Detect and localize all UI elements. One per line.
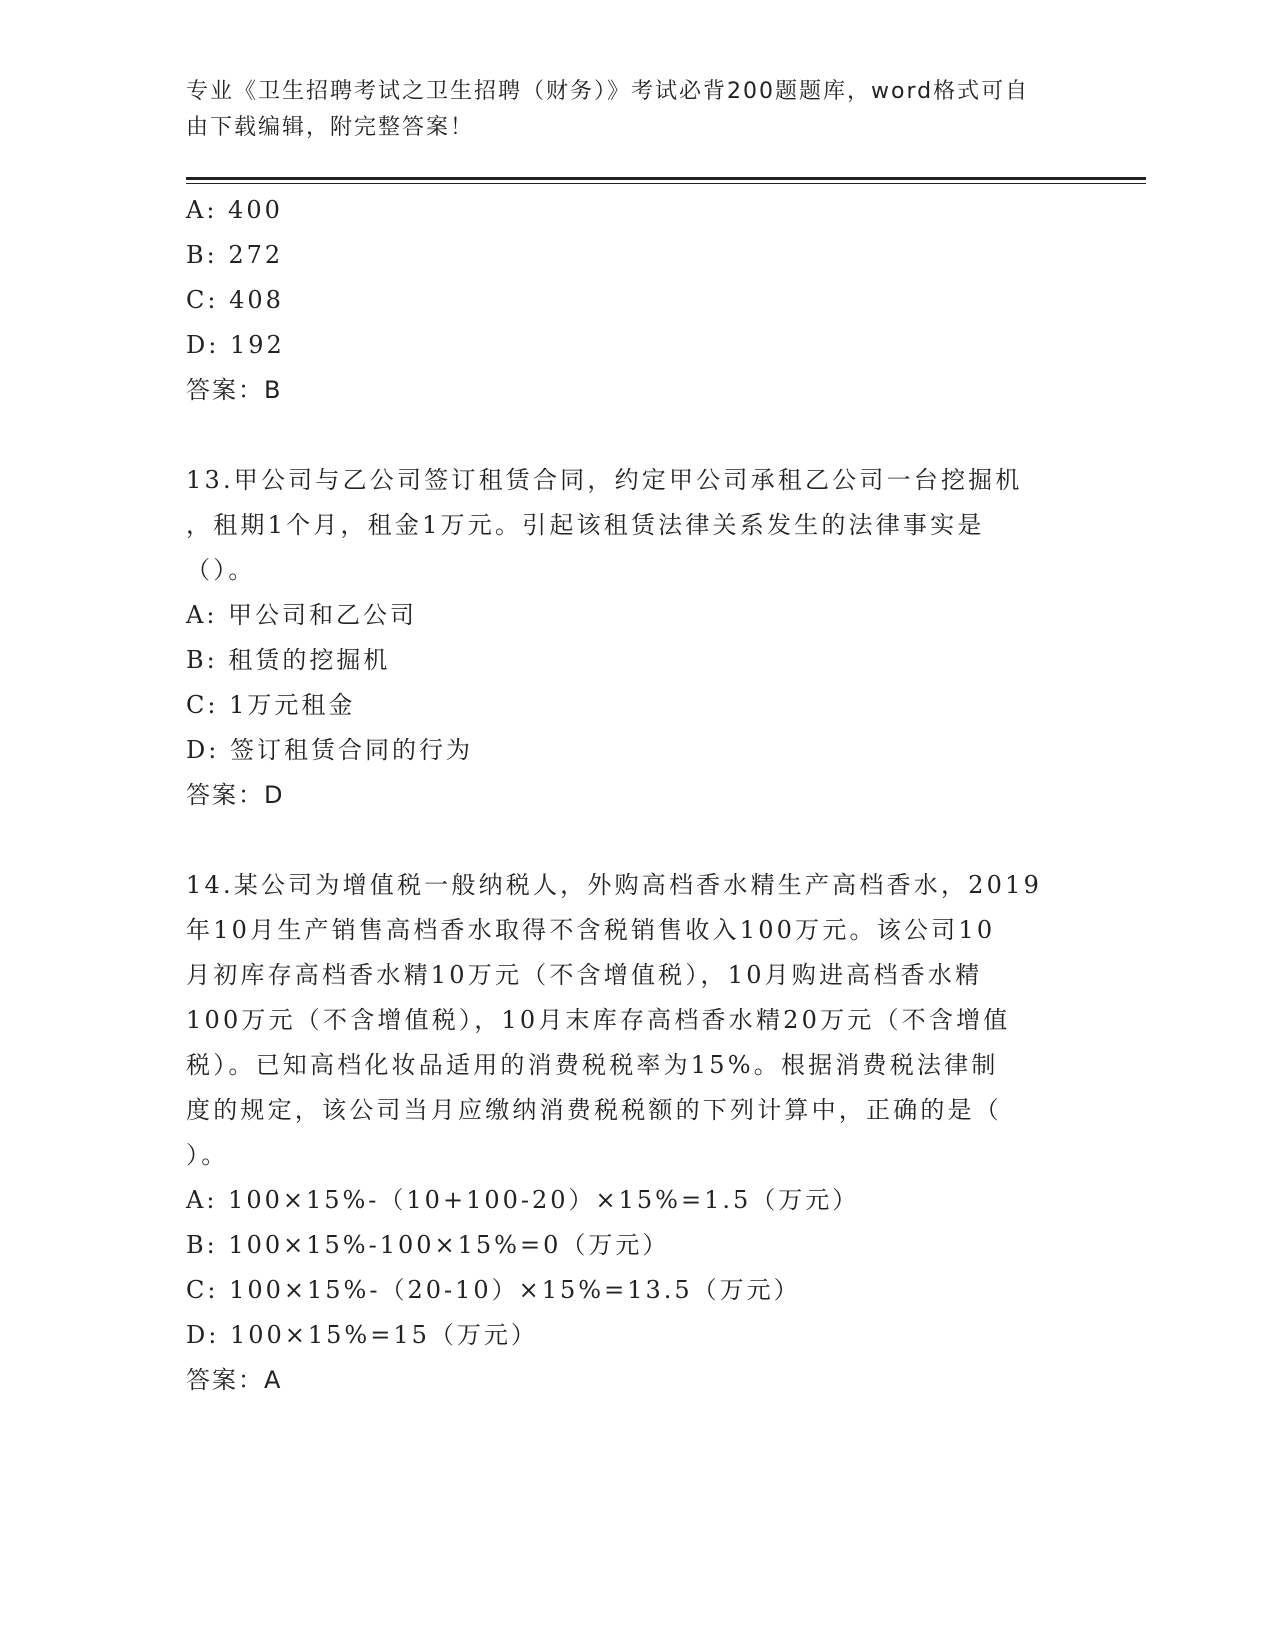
option-c: C: 1万元租金 <box>186 691 356 719</box>
header-line-2: 由下载编辑，附完整答案！ <box>186 115 475 140</box>
question-12-block <box>186 188 1076 413</box>
question-13-block <box>186 458 1076 818</box>
question-14-block <box>186 863 1076 1403</box>
document-body <box>186 188 1076 1403</box>
option-d: D: 签订租赁合同的行为 <box>186 736 473 764</box>
answer-line: 答案：A <box>186 1366 283 1394</box>
option-a: A: 甲公司和乙公司 <box>186 601 418 629</box>
document-header <box>186 74 1066 146</box>
header-divider-thin <box>186 183 1146 184</box>
question-stem-line: （）。 <box>186 556 256 584</box>
question-stem-line: 月初库存高档香水精10万元（不含增值税），10月购进高档香水精 <box>186 961 983 989</box>
option-d: D: 100×15%=15（万元） <box>186 1321 538 1349</box>
option-b: B: 272 <box>186 241 284 269</box>
question-14-stem <box>186 863 1076 1178</box>
question-stem-line: ，租期1个月，租金1万元。引起该租赁法律关系发生的法律事实是 <box>186 511 985 539</box>
question-stem-line: 13.甲公司与乙公司签订租赁合同，约定甲公司承租乙公司一台挖掘机 <box>186 466 1023 494</box>
option-a: A: 400 <box>186 196 283 224</box>
option-b: B: 100×15%-100×15%=0（万元） <box>186 1231 670 1259</box>
question-stem-line: 14.某公司为增值税一般纳税人，外购高档香水精生产高档香水，2019 <box>186 871 1043 899</box>
question-stem-line: 度的规定，该公司当月应缴纳消费税税额的下列计算中，正确的是（ <box>186 1096 1002 1124</box>
header-divider-thick <box>186 177 1146 180</box>
question-stem-line: 100万元（不含增值税），10月末库存高档香水精20万元（不含增值 <box>186 1006 1011 1034</box>
option-d: D: 192 <box>186 331 285 359</box>
question-stem-line: ）。 <box>186 1141 229 1169</box>
question-stem-line: 年10月生产销售高档香水取得不含税销售收入100万元。该公司10 <box>186 916 996 944</box>
question-13-stem <box>186 458 1076 593</box>
answer-line: 答案：B <box>186 376 283 404</box>
question-stem-line: 税）。已知高档化妆品适用的消费税税率为15%。根据消费税法律制 <box>186 1051 999 1079</box>
option-b: B: 租赁的挖掘机 <box>186 646 391 674</box>
answer-line: 答案：D <box>186 781 285 809</box>
option-a: A: 100×15%-（10+100-20）×15%=1.5（万元） <box>186 1186 860 1214</box>
option-c: C: 100×15%-（20-10）×15%=13.5（万元） <box>186 1276 801 1304</box>
header-line-1: 专业《卫生招聘考试之卫生招聘（财务）》考试必背200题题库，word格式可自 <box>186 79 1030 104</box>
option-c: C: 408 <box>186 286 284 314</box>
